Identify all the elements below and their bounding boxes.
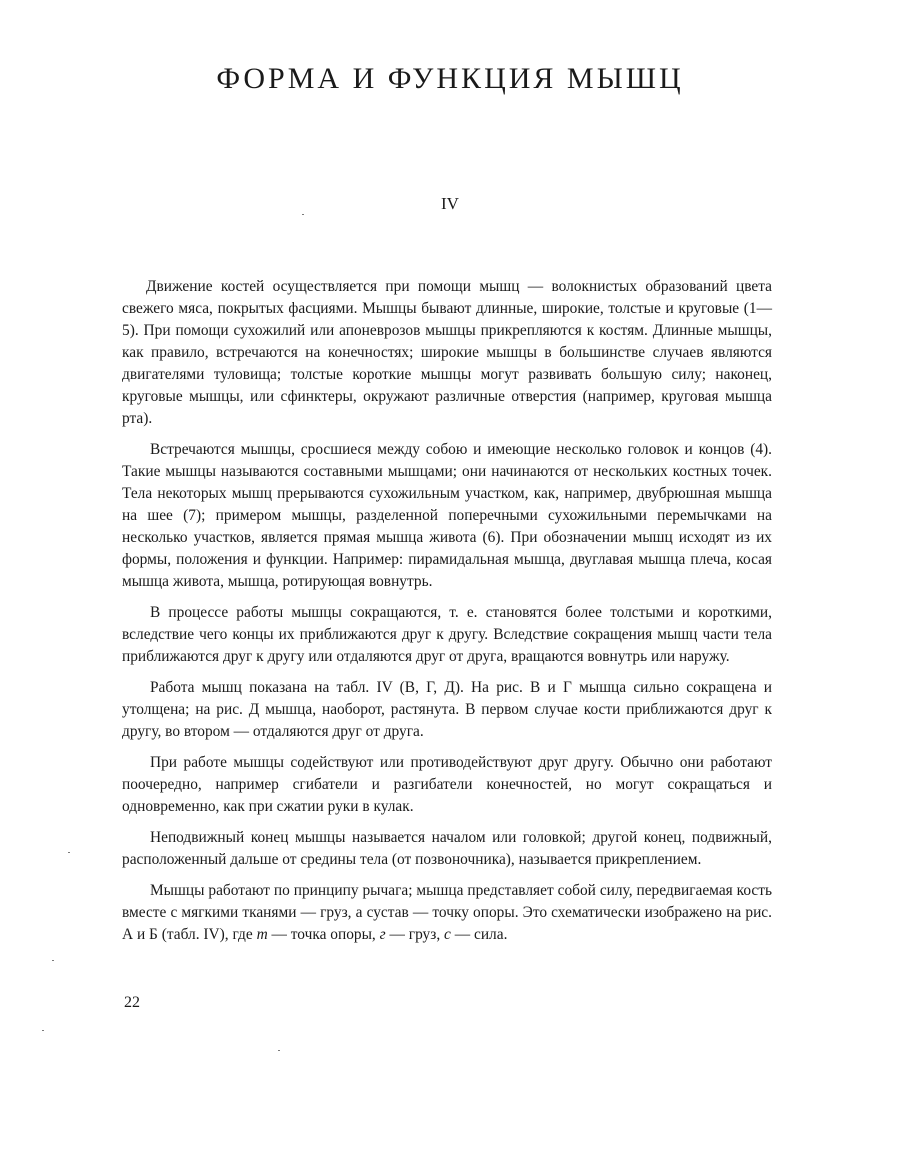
scan-speck (278, 1050, 280, 1051)
scan-speck (52, 960, 54, 961)
scan-speck (42, 1030, 44, 1031)
chapter-number: IV (441, 194, 459, 213)
symbol-fulcrum: m (256, 926, 268, 943)
fulcrum-label: — точка опоры, (271, 926, 376, 943)
force-label: — сила. (454, 926, 508, 943)
body-text (122, 276, 772, 955)
paragraph-3: В процессе работы мышцы сокращаются, т. е. становятся более толстыми и короткими, вследствие чего концы их приближаются друг к другу. Вследствие сокращения мышц части тела приближаются друг к другу или отдаляются друг от друга, вращаются вовнутрь или наружу. (122, 604, 772, 665)
symbol-load: г (379, 926, 386, 943)
paragraph-7 (122, 880, 772, 946)
scan-speck (302, 214, 304, 215)
page-number: 22 (124, 994, 140, 1011)
paragraph-7-intro: Мышцы работают по принципу рычага; мышца представляет собой силу, передвигаемая кость вместе с мягкими тканями — груз, а сустав — точку опоры. Это схематически изображено на рис. А и Б (табл. IV), где (122, 882, 772, 943)
paragraph-5: При работе мышцы содействуют или противодействуют друг другу. Обычно они работают поочередно, например сгибатели и разгибатели конечностей, но могут сокращаться и одновременно, как при сжатии руки в кулак. (122, 754, 772, 815)
paragraph-1: Движение костей осуществляется при помощи мышц — волокнистых образований цвета свежего мяса, покрытых фасциями. Мышцы бывают длинные, широкие, толстые и круговые (1—5). При помощи сухожилий или апоневрозов мышцы прикрепляются к костям. Длинные мышцы, как правило, встречаются на конечностях; широкие мышцы в большинстве случаев являются двигателями туловища; толстые короткие мышцы могут развивать большую силу; наконец, круговые мышцы, или сфинктеры, окружают различные отверстия (например, круговая мышца рта). (122, 278, 772, 427)
load-label: — груз, (389, 926, 441, 943)
symbol-force: c (444, 926, 451, 943)
paragraph-4: Работа мышц показана на табл. IV (В, Г, Д). На рис. В и Г мышца сильно сокращена и утолщена; на рис. Д мышца, наоборот, растянута. В первом случае кости приближаются друг к другу, во втором — отдаляются друг от друга. (122, 679, 772, 740)
scan-speck (68, 852, 70, 853)
paragraph-6: Неподвижный конец мышцы называется началом или головкой; другой конец, подвижный, расположенный дальше от средины тела (от позвоночника), называется прикреплением. (122, 829, 772, 868)
page-title: ФОРМА И ФУНКЦИЯ МЫШЦ (216, 62, 684, 95)
paragraph-2: Встречаются мышцы, сросшиеся между собою и имеющие несколько головок и концов (4). Такие мышцы называются составными мышцами; они начинаются от нескольких костных точек. Тела некоторых мышц прерываются сухожильным участком, как, например, двубрюшная мышца на шее (7); примером мышцы, разделенной поперечными сухожильными перемычками на несколько участков, является прямая мышца живота (6). При обозначении мышц исходят из их формы, положения и функции. Например: пирамидальная мышца, двуглавая мышца плеча, косая мышца живота, мышца, ротирующая вовнутрь. (122, 441, 772, 590)
